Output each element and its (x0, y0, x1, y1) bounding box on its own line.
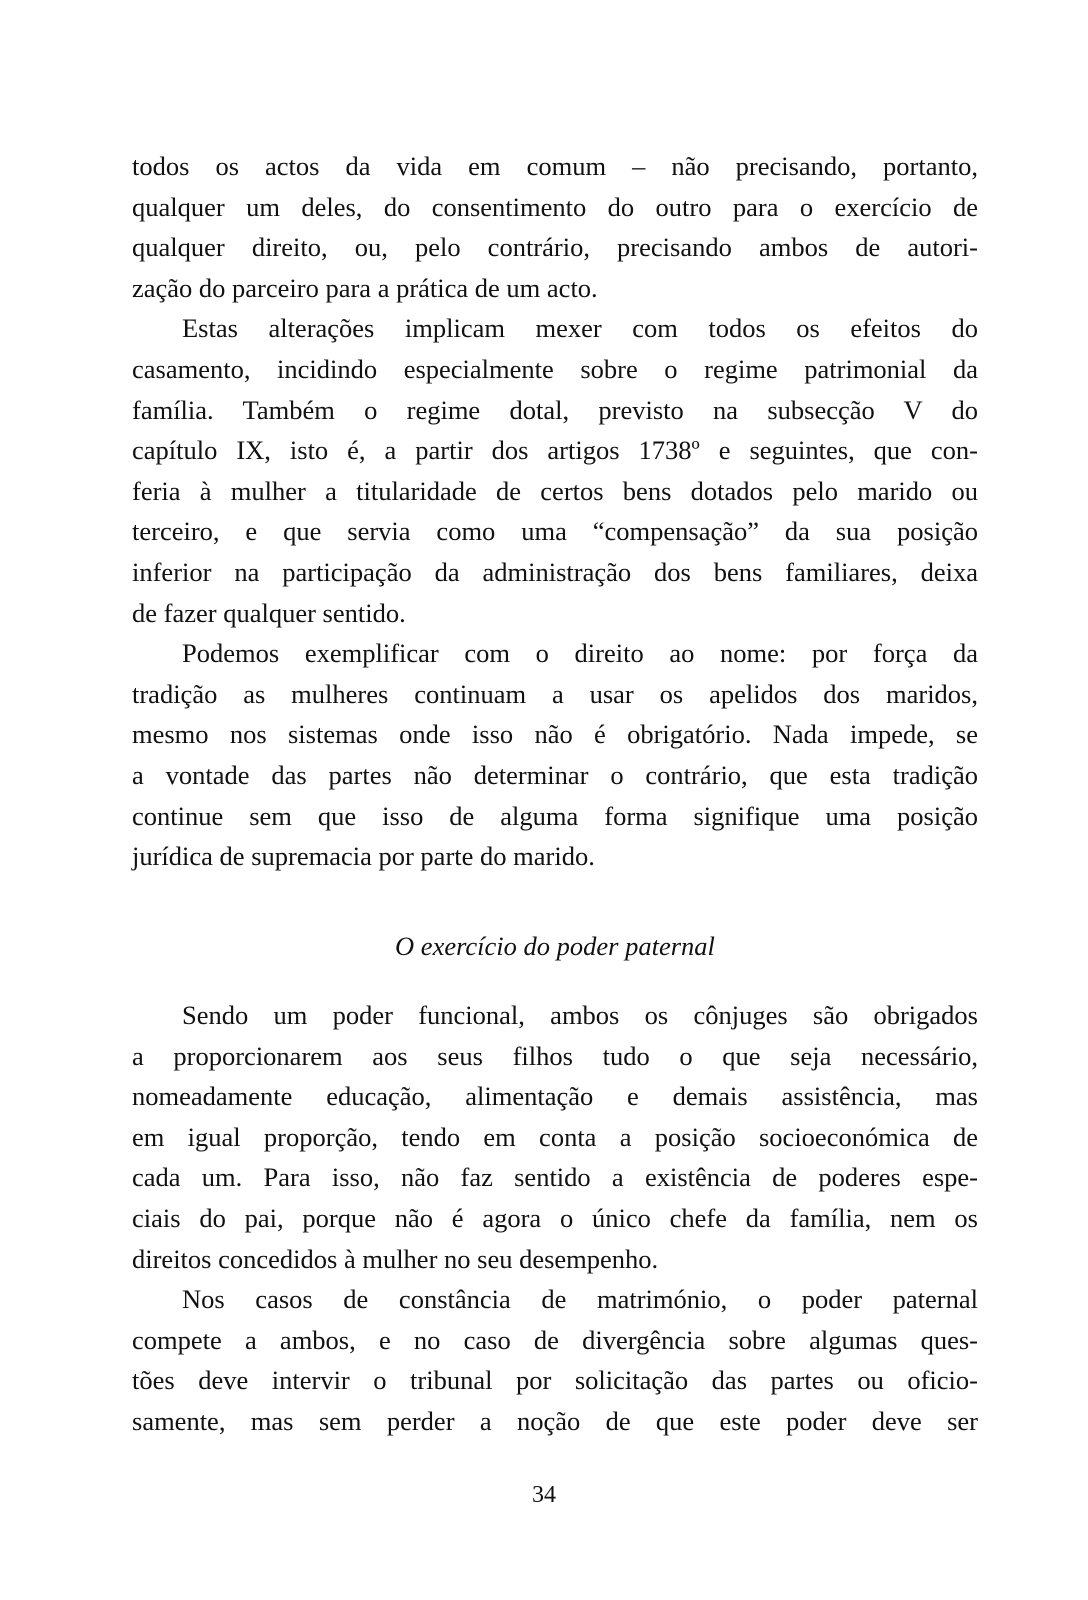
text-line: tões deve intervir o tribunal por solicitação das partes ou oficio- (132, 1365, 978, 1396)
text-line: direitos concedidos à mulher no seu desempenho. (132, 1243, 659, 1274)
text-line: casamento, incidindo especialmente sobre o regime patrimonial da (132, 353, 978, 384)
text-line: qualquer um deles, do consentimento do outro para o exercício de (132, 191, 978, 222)
text-line: Podemos exemplificar com o direito ao nome: por força da (182, 638, 978, 669)
text-line: capítulo IX, isto é, a partir dos artigos 1738º e seguintes, que con- (132, 435, 978, 466)
text-line: inferior na participação da administração dos bens familiares, deixa (132, 556, 978, 587)
text-line: tradição as mulheres continuam a usar os apelidos dos maridos, (132, 678, 978, 709)
text-line: qualquer direito, ou, pelo contrário, precisando ambos de autori- (132, 232, 978, 263)
text-line: Sendo um poder funcional, ambos os cônjuges são obrigados (182, 1000, 978, 1030)
body-text-lower (132, 995, 978, 1442)
text-line: nomeadamente educação, alimentação e demais assistência, mas (132, 1081, 978, 1112)
text-line: família. Também o regime dotal, previsto na subsecção V do (132, 394, 978, 425)
text-line: a vontade das partes não determinar o contrário, que esta tradição (132, 759, 978, 790)
text-line: a proporcionarem aos seus filhos tudo o que seja necessário, (132, 1040, 978, 1071)
text-line: terceiro, e que servia como uma “compensação” da sua posição (132, 516, 978, 547)
text-line: mesmo nos sistemas onde isso não é obrigatório. Nada impede, se (132, 719, 978, 750)
text-line: Nos casos de constância de matrimónio, o poder paternal (182, 1284, 978, 1315)
body-text-upper (132, 146, 978, 877)
page-number: 34 (532, 1482, 556, 1508)
text-line: cada um. Para isso, não faz sentido a existência de poderes espe- (132, 1162, 978, 1193)
text-line: zação do parceiro para a prática de um acto. (132, 272, 598, 303)
text-line: ciais do pai, porque não é agora o único chefe da família, nem os (132, 1202, 978, 1233)
text-line: Estas alterações implicam mexer com todos os efeitos do (182, 313, 978, 344)
section-heading: O exercício do poder paternal (395, 931, 715, 961)
text-line: feria à mulher a titularidade de certos bens dotados pelo marido ou (132, 475, 978, 506)
text-line: jurídica de supremacia por parte do marido. (132, 841, 595, 872)
text-line: compete a ambos, e no caso de divergência sobre algumas ques- (132, 1324, 978, 1355)
text-line: samente, mas sem perder a noção de que este poder deve ser (132, 1405, 978, 1436)
text-line: continue sem que isso de alguma forma signifique uma posição (132, 800, 978, 831)
text-line: de fazer qualquer sentido. (132, 597, 406, 628)
text-line: todos os actos da vida em comum – não precisando, portanto, (132, 151, 978, 181)
text-line: em igual proporção, tendo em conta a posição socioeconómica de (132, 1121, 978, 1152)
